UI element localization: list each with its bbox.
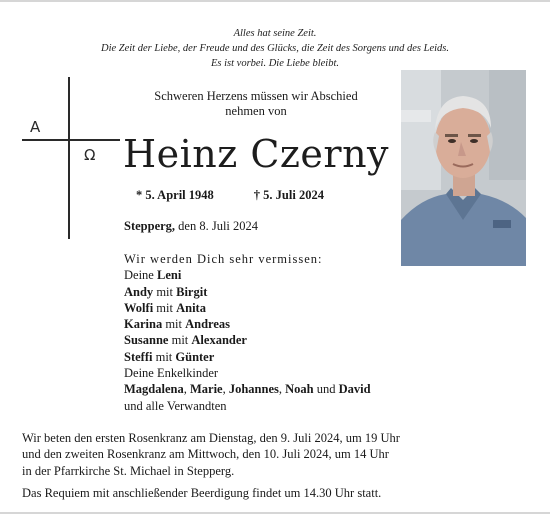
mourner-row — [124, 349, 371, 365]
birth-date: * 5. April 1948 — [136, 188, 214, 202]
mourner-connector: mit — [162, 317, 186, 332]
requiem-line-1: Das Requiem mit anschließender Beerdigung findet um 14.30 Uhr statt. — [22, 486, 382, 500]
mourner-connector: mit — [153, 300, 177, 315]
cross-icon-horizontal — [22, 139, 120, 141]
mourner-name: Steffi — [124, 349, 153, 364]
deceased-name: Heinz Czerny — [122, 132, 390, 176]
mourners-rows — [124, 267, 371, 414]
mourner-name: Magdalena — [124, 382, 184, 397]
motto-line-3: Es ist vorbei. Die Liebe bleibt. — [210, 58, 340, 69]
mourner-row — [124, 300, 371, 316]
requiem-text — [22, 485, 532, 501]
rosary-line-1: Wir beten den ersten Rosenkranz am Dienstag, den 9. Juli 2024, um 19 Uhr — [22, 431, 400, 445]
mourner-row — [124, 332, 371, 348]
mourner-name: Anita — [176, 300, 206, 315]
mourners-heading: Wir werden Dich sehr vermissen: — [124, 252, 323, 266]
mourner-name: Wolfi — [124, 300, 154, 315]
mourner-name: David — [338, 382, 371, 397]
mourner-row — [124, 365, 371, 381]
intro-line-2: nehmen von — [225, 104, 287, 118]
mourner-connector: , — [222, 382, 229, 397]
mourner-name: Susanne — [124, 333, 169, 348]
rosary-line-2: und den zweiten Rosenkranz am Mittwoch, den 10. Juli 2024, um 14 Uhr — [22, 447, 389, 462]
mourner-name: Andy — [124, 284, 154, 299]
omega-symbol: Ω — [84, 146, 96, 164]
place-name: Stepperg, — [124, 219, 176, 233]
mourner-row — [124, 398, 371, 414]
intro-line-1: Schweren Herzens müssen wir Abschied — [154, 89, 358, 103]
mourner-name: Alexander — [191, 333, 247, 348]
mourner-connector: Deine — [124, 268, 157, 283]
mourner-row — [124, 267, 371, 283]
mourner-name: Birgit — [176, 284, 208, 299]
mourner-connector: mit — [152, 349, 176, 364]
mourner-connector: mit — [168, 333, 192, 348]
rosary-text — [22, 430, 532, 479]
motto-line-1: Alles hat seine Zeit. — [233, 28, 317, 39]
mourner-name: Marie — [189, 382, 223, 397]
motto — [0, 26, 550, 71]
mourner-name: Leni — [156, 268, 182, 283]
motto-line-2: Die Zeit der Liebe, der Freude und des Glücks, die Zeit des Sorgens und des Leids. — [100, 43, 449, 54]
alpha-symbol: A — [30, 118, 41, 136]
portrait-photo — [401, 70, 526, 266]
mourner-name: Noah — [285, 382, 314, 397]
mourner-connector: mit — [153, 284, 177, 299]
notice-date: den 8. Juli 2024 — [178, 219, 259, 233]
portrait-illustration — [401, 70, 526, 266]
mourner-name: Johannes — [228, 382, 279, 397]
mourner-connector: und alle Verwandten — [124, 398, 227, 413]
mourners-list — [124, 251, 371, 414]
mourner-row — [124, 316, 371, 332]
mourner-connector: und — [313, 382, 339, 397]
mourner-row — [124, 381, 371, 397]
top-border — [0, 0, 550, 2]
mourner-row — [124, 284, 371, 300]
death-date: † 5. Juli 2024 — [253, 188, 324, 202]
intro-text — [116, 89, 396, 119]
cross-icon-vertical — [68, 77, 70, 239]
mourner-connector: Deine Enkelkinder — [124, 366, 219, 381]
mourner-name: Andreas — [185, 317, 231, 332]
mourner-connector: , — [278, 382, 286, 397]
mourner-name: Karina — [124, 317, 163, 332]
place-and-date — [124, 219, 258, 234]
mourner-connector: , — [183, 382, 190, 397]
life-dates — [136, 188, 324, 203]
rosary-line-3: in der Pfarrkirche St. Michael in Stepperg. — [22, 463, 235, 478]
mourner-name: Günter — [175, 349, 215, 364]
